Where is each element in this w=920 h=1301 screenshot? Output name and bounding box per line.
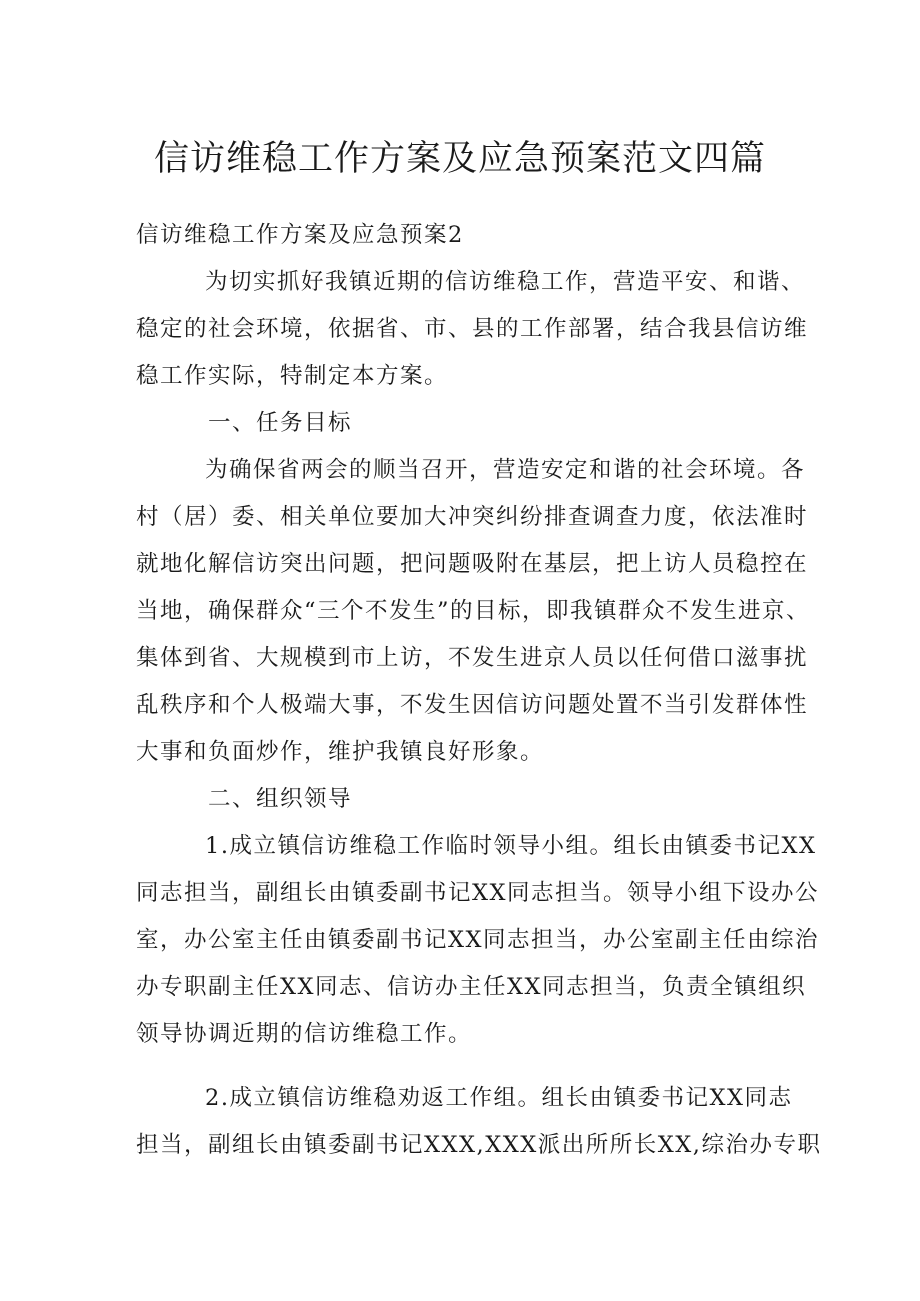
- section-heading: 一、任务目标: [208, 410, 353, 436]
- paragraph-line: 1.成立镇信访维稳工作临时领导小组。组长由镇委书记XX: [205, 833, 817, 859]
- paragraph-line: 村（居）委、相关单位要加大冲突纠纷排查调查力度，依法准时: [136, 504, 809, 530]
- paragraph-line: 同志担当，副组长由镇委副书记XX同志担当。领导小组下设办公: [136, 880, 820, 906]
- paragraph-line: 就地化解信访突出问题，把问题吸附在基层，把上访人员稳控在: [136, 551, 809, 577]
- paragraph-line: 担当，副组长由镇委副书记XXX,XXX派出所所长XX,综治办专职: [136, 1132, 822, 1158]
- paragraph-line: 乱秩序和个人极端大事，不发生因信访问题处置不当引发群体性: [136, 692, 809, 718]
- paragraph-line: 领导协调近期的信访维稳工作。: [136, 1021, 473, 1047]
- paragraph-line: 稳工作实际，特制定本方案。: [136, 363, 449, 389]
- paragraph-line: 为确保省两会的顺当召开，营造安定和谐的社会环境。各: [205, 457, 806, 483]
- paragraph-line: 室，办公室主任由镇委副书记XX同志担当，办公室副主任由综治: [136, 927, 820, 953]
- paragraph-line: 大事和负面炒作，维护我镇良好形象。: [136, 739, 545, 765]
- paragraph-line: 集体到省、大规模到市上访，不发生进京人员以任何借口滋事扰: [136, 645, 809, 671]
- paragraph-line: 稳定的社会环境，依据省、市、县的工作部署，结合我县信访维: [136, 316, 809, 342]
- document-title: 信访维稳工作方案及应急预案范文四篇: [153, 139, 766, 179]
- document-subtitle: 信访维稳工作方案及应急预案2: [136, 222, 464, 248]
- paragraph-line: 为切实抓好我镇近期的信访维稳工作，营造平安、和谐、: [205, 269, 806, 295]
- section-heading: 二、组织领导: [208, 786, 353, 812]
- paragraph-line: 当地，确保群众“三个不发生”的目标，即我镇群众不发生进京、: [136, 598, 811, 624]
- paragraph-line: 办专职副主任XX同志、信访办主任XX同志担当，负责全镇组织: [136, 974, 807, 1000]
- paragraph-line: 2.成立镇信访维稳劝返工作组。组长由镇委书记XX同志: [205, 1085, 793, 1111]
